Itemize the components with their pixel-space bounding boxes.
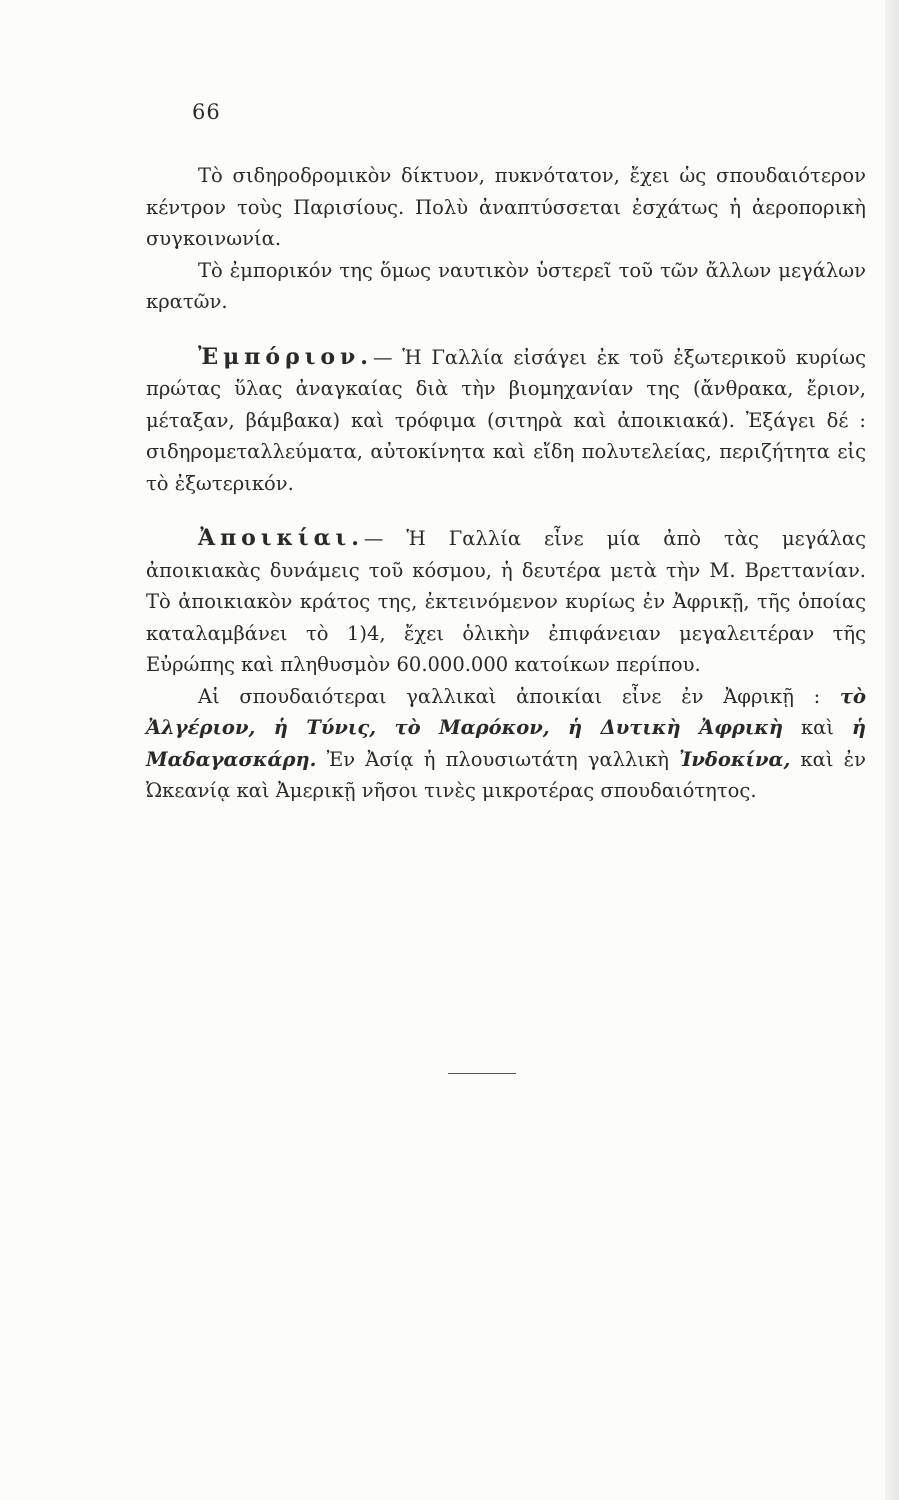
page-number: 66 [192,100,221,124]
section-colonies [146,523,866,681]
main-colonies-part2: καὶ [783,716,852,739]
paragraph-main-colonies [146,681,866,807]
end-rule [448,1073,516,1074]
main-colonies-emph2: ἡ Μαδαγασκάρη. [146,716,866,771]
paragraph-merchant-navy: Τὸ ἐμπορικόν της ὅμως ναυτικὸν ὑστερεῖ τοῦ τῶν ἄλλων μεγάλων κρατῶν. [146,258,866,313]
section-trade-heading: Ἐμπόριον. [198,343,373,370]
section-trade-text: — Ἡ Γαλλία εἰσάγει ἐκ τοῦ ἐξωτερικοῦ κυρίως πρώτας ὕλας ἀναγκαίας διὰ τὴν βιομηχανίαν της (ἄνθρακα, ἔριον, μέταξαν, βάμβακα) καὶ τρόφιμα (σιτηρὰ καὶ ἀποικιακά). Ἐξάγει δέ : σιδηρομεταλλεύματα, αὐτοκίνητα καὶ εἴδη πολυτελείας, περιζήτητα εἰς τὸ ἐξωτερικόν. [146,345,866,495]
section-trade [146,342,866,500]
section-colonies-text: — Ἡ Γαλλία εἶνε μία ἀπὸ τὰς μεγάλας ἀποικιακὰς δυνάμεις τοῦ κόσμου, ἡ δευτέρα μετὰ τὴν Μ. Βρεττανίαν. Τὸ ἀποικιακὸν κράτος της, ἐκτεινόμενον κυρίως ἐν Ἀφρικῇ, τῆς ὁποίας καταλαμβάνει τὸ 1)4, ἔχει ὁλικὴν ἐπιφάνειαν μεγαλειτέραν τῆς Εὐρώπης καὶ πληθυσμὸν 60.000.000 κατοίκων περίπου. [146,527,866,676]
page-edge-shadow [885,0,899,1500]
main-colonies-part1: Αἱ σπουδαιότεραι γαλλικαὶ ἀποικίαι εἶνε ἐν Ἀφρικῇ : [198,684,840,708]
main-colonies-emph3: Ἰνδοκίνα, [679,747,791,771]
main-colonies-part4: καὶ ἐν Ὠκεανίᾳ καὶ Ἀμερικῇ νῆσοι τινὲς μικροτέρας σπουδαιότητος. [146,747,866,802]
paragraph-railway: Τὸ σιδηροδρομικὸν δίκτυον, πυκνότατον, ἔχει ὡς σπουδαιότερον κέντρον τοὺς Παρισίους. Πολὺ ἀναπτύσσεται ἐσχάτως ἡ ἀεροπορικὴ συγκοινωνία. [146,164,866,250]
section-colonies-heading: Ἀποικίαι. [198,525,364,551]
main-colonies-emph1: τὸ Ἀλγέριον, ἡ Τύνις, τὸ Μαρόκον, ἡ Δυτικὴ Ἀφρικὴ [146,684,866,739]
body-text [146,160,866,807]
section-gap [146,499,866,523]
section-gap [146,318,866,342]
main-colonies-part3: Ἐν Ἀσίᾳ ἡ πλουσιωτάτη γαλλικὴ [316,747,680,771]
